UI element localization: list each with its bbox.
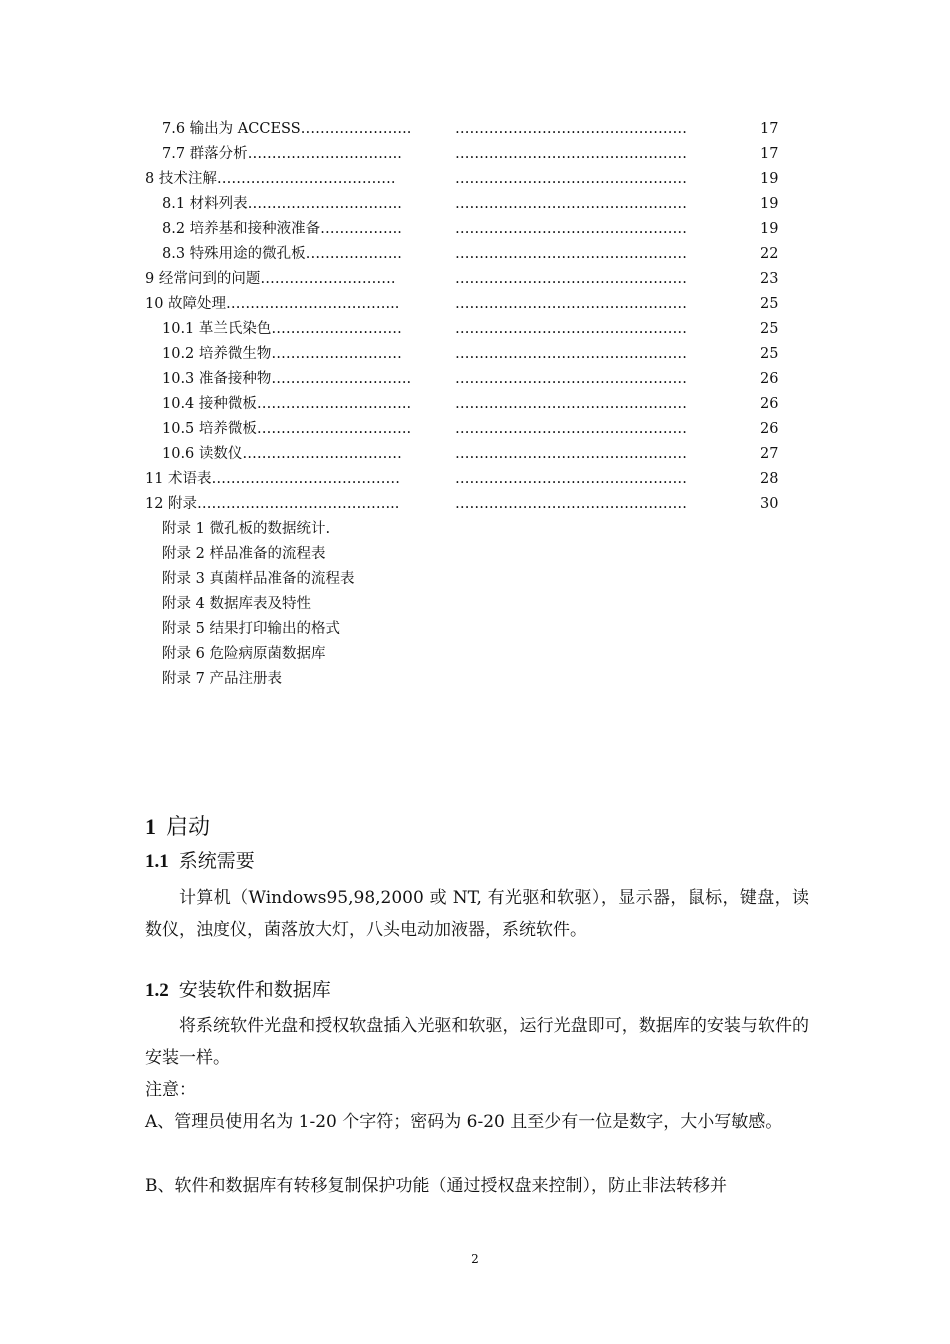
note-label: 注意： (145, 1080, 196, 1100)
toc-leader: ………………………………………… (455, 346, 687, 362)
note-a: A、管理员使用名为 1-20 个字符；密码为 6-20 且至少有一位是数字，大小写敏感。 (145, 1112, 783, 1132)
paragraph-system-requirements: 计算机（Windows95,98,2000 或 NT, 有光驱和软驱），显示器，鼠标，键盘，读数仪，浊度仪，菌落放大灯，八头电动加液器，系统软件。 (145, 888, 809, 940)
appendix-entry[interactable] (0, 642, 950, 667)
toc-page-number: 25 (760, 346, 779, 362)
appendix-label: 附录 5 结果打印输出的格式 (162, 621, 340, 637)
toc-entry[interactable] (0, 367, 950, 392)
toc-entry[interactable] (0, 317, 950, 342)
appendix-label: 附录 3 真菌样品准备的流程表 (162, 571, 355, 587)
section-number: 1.1 (145, 851, 169, 872)
section-title: 系统需要 (178, 850, 255, 872)
section-number: 1 (145, 814, 156, 839)
toc-entry-label: 9 经常问到的问题………………………. (145, 271, 396, 287)
toc-leader: ………………………………………… (455, 421, 687, 437)
toc-entry-label: 10.1 革兰氏染色……………………… (162, 321, 402, 337)
appendix-entry[interactable] (0, 592, 950, 617)
appendix-label: 附录 4 数据库表及特性 (162, 596, 311, 612)
toc-page-number: 17 (760, 121, 779, 137)
table-of-contents (0, 117, 950, 692)
appendix-entry[interactable] (0, 542, 950, 567)
toc-leader: ………………………………………… (455, 396, 687, 412)
toc-leader: ………………………………………… (455, 171, 687, 187)
toc-entry-label: 10.5 培养微板………………………….. (162, 421, 412, 437)
toc-leader: ………………………………………… (455, 221, 687, 237)
toc-entry-label: 10.2 培养微生物……………………… (162, 346, 402, 362)
toc-leader: ………………………………………… (455, 371, 687, 387)
appendix-entry[interactable] (0, 667, 950, 692)
toc-page-number: 27 (760, 446, 779, 462)
section-heading-1-2 (145, 977, 331, 1004)
toc-entry-label: 8 技术注解………………………………. (145, 171, 396, 187)
toc-entry-label: 8.1 材料列表………………………….. (162, 196, 402, 212)
toc-entry-label: 8.2 培养基和接种液准备…………….. (162, 221, 402, 237)
toc-entry[interactable] (0, 267, 950, 292)
toc-leader: ………………………………………… (455, 196, 687, 212)
toc-entry-label: 7.6 输出为 ACCESS………………….. (162, 121, 412, 137)
toc-leader: ………………………………………… (455, 446, 687, 462)
section-title: 启动 (166, 815, 211, 840)
toc-leader: ………………………………………… (455, 321, 687, 337)
toc-leader: ………………………………………… (455, 296, 687, 312)
toc-page-number: 30 (760, 496, 779, 512)
toc-page-number: 26 (760, 421, 779, 437)
toc-entry[interactable] (0, 117, 950, 142)
toc-leader: ………………………………………… (455, 246, 687, 262)
page-number: 2 (471, 1252, 479, 1266)
toc-entry[interactable] (0, 192, 950, 217)
toc-entry-label: 10.3 准备接种物……………………….. (162, 371, 412, 387)
toc-entry-label: 7.7 群落分析………………………….. (162, 146, 402, 162)
appendix-label: 附录 7 产品注册表 (162, 671, 282, 687)
toc-entry[interactable] (0, 392, 950, 417)
toc-page-number: 23 (760, 271, 779, 287)
toc-entry[interactable] (0, 442, 950, 467)
toc-leader: ………………………………………… (455, 271, 687, 287)
toc-page-number: 26 (760, 371, 779, 387)
toc-page-number: 22 (760, 246, 779, 262)
toc-entry[interactable] (0, 142, 950, 167)
toc-entry-label: 10.6 读数仪…………………………… (162, 446, 402, 462)
appendix-label: 附录 2 样品准备的流程表 (162, 546, 326, 562)
toc-entry-label: 8.3 特殊用途的微孔板……………….. (162, 246, 402, 262)
toc-page-number: 19 (760, 221, 779, 237)
toc-leader: ………………………………………… (455, 146, 687, 162)
toc-entry[interactable] (0, 467, 950, 492)
section-heading-1 (145, 812, 210, 843)
toc-entry-label: 10.4 接种微板………………………….. (162, 396, 412, 412)
section-heading-1-1 (145, 848, 255, 875)
toc-page-number: 26 (760, 396, 779, 412)
paragraph-install: 将系统软件光盘和授权软盘插入光驱和软驱，运行光盘即可，数据库的安装与软件的安装一样。 (145, 1016, 809, 1068)
toc-entry[interactable] (0, 342, 950, 367)
toc-entry[interactable] (0, 492, 950, 517)
toc-page-number: 25 (760, 321, 779, 337)
toc-leader: ………………………………………… (455, 121, 687, 137)
toc-entry[interactable] (0, 242, 950, 267)
section-number: 1.2 (145, 980, 169, 1001)
toc-page-number: 25 (760, 296, 779, 312)
appendix-label: 附录 1 微孔板的数据统计. (162, 521, 331, 537)
toc-entry[interactable] (0, 292, 950, 317)
appendix-entry[interactable] (0, 567, 950, 592)
toc-page-number: 17 (760, 146, 779, 162)
toc-entry-label: 11 术语表………………………………… (145, 471, 401, 487)
toc-page-number: 28 (760, 471, 779, 487)
toc-leader: ………………………………………… (455, 496, 687, 512)
note-b: B、软件和数据库有转移复制保护功能（通过授权盘来控制），防止非法转移并 (145, 1176, 727, 1196)
appendix-entry[interactable] (0, 517, 950, 542)
toc-entry-label: 10 故障处理……………………………... (145, 296, 400, 312)
appendix-label: 附录 6 危险病原菌数据库 (162, 646, 326, 662)
toc-entry[interactable] (0, 217, 950, 242)
toc-entry[interactable] (0, 417, 950, 442)
section-title: 安装软件和数据库 (178, 979, 331, 1001)
toc-entry[interactable] (0, 167, 950, 192)
toc-page-number: 19 (760, 196, 779, 212)
appendix-entry[interactable] (0, 617, 950, 642)
toc-entry-label: 12 附录…………………………………... (145, 496, 400, 512)
toc-page-number: 19 (760, 171, 779, 187)
toc-leader: ………………………………………… (455, 471, 687, 487)
